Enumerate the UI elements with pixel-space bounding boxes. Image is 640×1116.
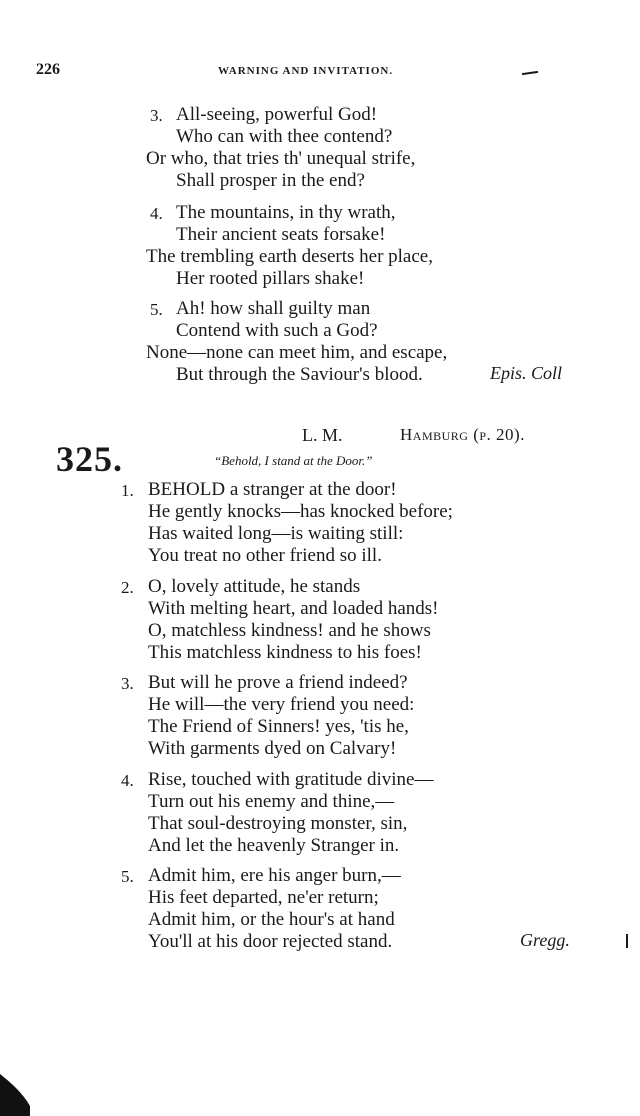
first-line-rest: a stranger at the door! bbox=[225, 479, 397, 500]
stanza-number: 4. bbox=[150, 204, 163, 223]
verse-line: With melting heart, and loaded hands! bbox=[148, 598, 439, 619]
attribution: Epis. Coll bbox=[490, 363, 563, 383]
verse-line: You treat no other friend so ill. bbox=[148, 545, 382, 566]
verse-line: But through the Saviour's blood. bbox=[176, 364, 423, 385]
tune-name: Hamburg (p. 20). bbox=[400, 425, 525, 444]
stanza-number: 3. bbox=[150, 106, 163, 125]
verse-line: His feet departed, ne'er return; bbox=[148, 887, 379, 908]
verse-line bbox=[148, 479, 397, 501]
hymn-number: 325. bbox=[56, 439, 123, 479]
verse-line: None—none can meet him, and escape, bbox=[146, 342, 448, 363]
page-number: 226 bbox=[36, 61, 60, 78]
stanza-number: 4. bbox=[121, 771, 134, 790]
verse-line: O, lovely attitude, he stands bbox=[148, 576, 361, 597]
hymn-meter: L. M. bbox=[302, 425, 343, 445]
verse-line: Who can with thee contend? bbox=[176, 126, 393, 147]
verse-line: Or who, that tries th' unequal strife, bbox=[146, 148, 416, 169]
verse-line: You'll at his door rejected stand. bbox=[148, 931, 393, 952]
verse-line: He will—the very friend you need: bbox=[148, 694, 415, 715]
verse-line: Turn out his enemy and thine,— bbox=[148, 791, 395, 812]
verse-line: Shall prosper in the end? bbox=[176, 170, 365, 191]
verse-line: With garments dyed on Calvary! bbox=[148, 738, 397, 759]
hymn-subtitle: “Behold, I stand at the Door.” bbox=[214, 453, 373, 468]
verse-line: That soul-destroying monster, sin, bbox=[148, 813, 408, 834]
verse-line: The mountains, in thy wrath, bbox=[176, 202, 396, 223]
ink-mark bbox=[522, 71, 538, 75]
stanza-number: 1. bbox=[121, 481, 134, 500]
verse-line: But will he prove a friend indeed? bbox=[148, 672, 408, 693]
ink-mark bbox=[626, 934, 628, 948]
stanza-number: 5. bbox=[150, 300, 163, 319]
first-word: BEHOLD bbox=[148, 479, 226, 500]
attribution: Gregg. bbox=[520, 930, 570, 950]
verse-line: This matchless kindness to his foes! bbox=[148, 642, 422, 663]
verse-line: Admit him, or the hour's at hand bbox=[148, 909, 395, 930]
verse-line: Rise, touched with gratitude divine— bbox=[148, 769, 434, 790]
verse-line: And let the heavenly Stranger in. bbox=[148, 835, 400, 856]
verse-line: Has waited long—is waiting still: bbox=[148, 523, 404, 544]
page-corner-shadow bbox=[0, 1066, 34, 1116]
verse-line: He gently knocks—has knocked before; bbox=[148, 501, 453, 522]
verse-line: O, matchless kindness! and he shows bbox=[148, 620, 431, 641]
verse-line: All-seeing, powerful God! bbox=[176, 104, 378, 125]
verse-line: Ah! how shall guilty man bbox=[176, 298, 371, 319]
verse-line: Her rooted pillars shake! bbox=[176, 268, 365, 289]
verse-line: The Friend of Sinners! yes, 'tis he, bbox=[148, 716, 409, 737]
verse-line: Their ancient seats forsake! bbox=[176, 224, 386, 245]
verse-line: Contend with such a God? bbox=[176, 320, 378, 341]
verse-line: Admit him, ere his anger burn,— bbox=[148, 865, 401, 886]
stanza-number: 3. bbox=[121, 674, 134, 693]
running-title: WARNING AND INVITATION. bbox=[218, 65, 394, 77]
stanza-number: 5. bbox=[121, 867, 134, 886]
verse-line: The trembling earth deserts her place, bbox=[146, 246, 433, 267]
stanza-number: 2. bbox=[121, 578, 134, 597]
